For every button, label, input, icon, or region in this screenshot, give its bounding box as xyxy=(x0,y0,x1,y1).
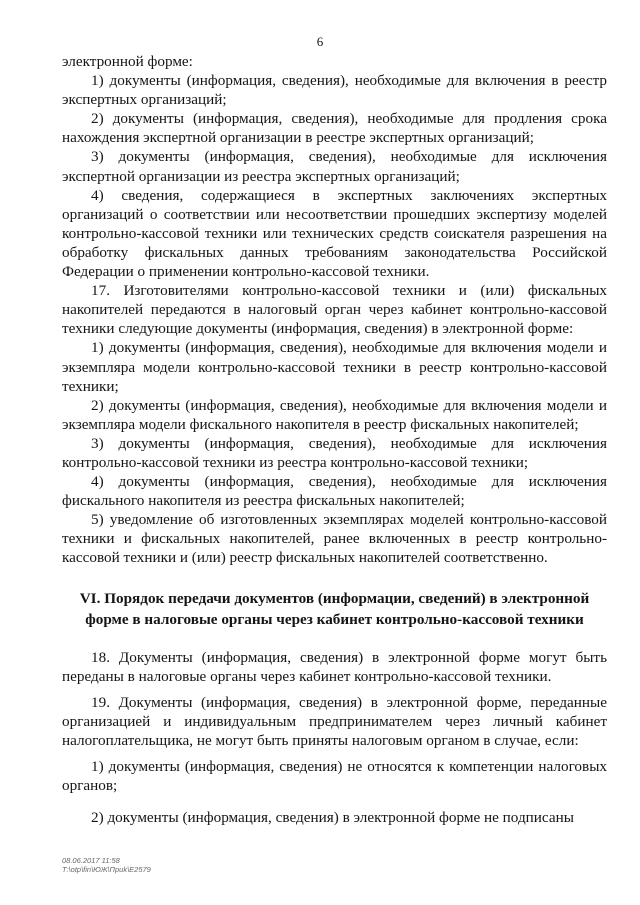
list-item: 4) документы (информация, сведения), необходимые для исключения фискального накопителя из реестра фискальных накопителей; xyxy=(62,473,607,510)
list-item: 2) документы (информация, сведения), необходимые для продления срока нахождения экспертной организации в реестре экспертных организаций; xyxy=(62,110,607,147)
page-number: 6 xyxy=(316,34,324,49)
footer-stamp xyxy=(62,856,151,874)
section-heading: VI. Порядок передачи документов (информации, сведений) в электронной форме в налоговые органы через кабинет контрольно-кассовой техники xyxy=(79,589,590,628)
list-item: 3) документы (информация, сведения), необходимые для исключения контрольно-кассовой техники из реестра контрольно-кассовой техники; xyxy=(62,434,607,471)
clause-19: 19. Документы (информация, сведения) в электронной форме, переданные организацией и индивидуальным предпринимателем через личный кабинет налогоплательщика, не могут быть приняты налоговым органом в случае, если: xyxy=(62,693,607,749)
list-item: 2) документы (информация, сведения), необходимые для включения модели и экземпляра модели фискального накопителя в реестр фискальных накопителей; xyxy=(62,396,607,433)
list-item: 1) документы (информация, сведения), необходимые для включения модели и экземпляра модели контрольно-кассовой техники в реестр контрольно-кассовой техники; xyxy=(62,339,607,395)
list-item: 4) сведения, содержащиеся в экспертных заключениях экспертных организаций о соответствии или несоответствии прошедших экспертизу моделей контрольно-кассовой техники или технических средств соискателя разрешения на обработку фискальных данных требованиям законодательства Российской Федерации о применении контрольно-кассовой техники. xyxy=(62,186,607,281)
footer-path: Т:\otp\fin\ЮЖ\Приk\E2579 xyxy=(62,865,151,874)
footer-date: 08.06.2017 11:58 xyxy=(62,856,120,865)
list-item: 2) документы (информация, сведения) в электронной форме не подписаны xyxy=(91,809,574,827)
list-item: 5) уведомление об изготовленных экземплярах моделей контрольно-кассовой техники и фискальных накопителей, ранее включенных в реестр контрольно-кассовой техники и (или) реестр фискальных накопителей соответственно. xyxy=(62,511,607,567)
paragraph: электронной форме: xyxy=(62,53,193,70)
list-item: 3) документы (информация, сведения), необходимые для исключения экспертной организации из реестра экспертных организаций; xyxy=(62,148,607,185)
document-body xyxy=(62,52,607,827)
clause-17: 17. Изготовителями контрольно-кассовой техники и (или) фискальных накопителей передаются в налоговый орган через кабинет контрольно-кассовой техники следующие документы (информация, сведения) в электронной форме: xyxy=(62,282,607,338)
clause-18: 18. Документы (информация, сведения) в электронной форме могут быть переданы в налоговые органы через кабинет контрольно-кассовой техники. xyxy=(62,648,607,685)
list-item: 1) документы (информация, сведения), необходимые для включения в реестр экспертных организаций; xyxy=(62,72,607,109)
list-item: 1) документы (информация, сведения) не относятся к компетенции налоговых органов; xyxy=(62,758,607,795)
